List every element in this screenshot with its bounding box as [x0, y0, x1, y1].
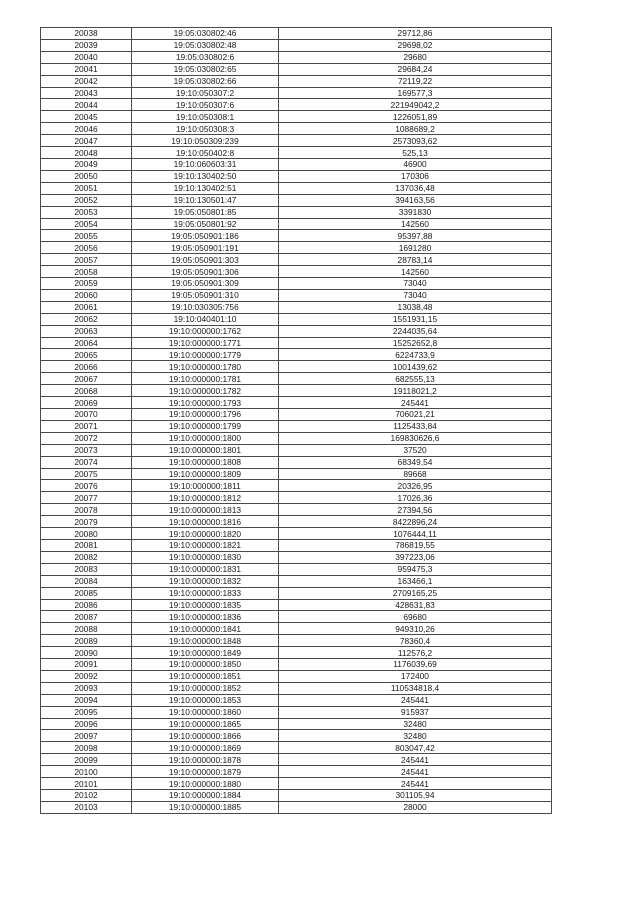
table-row [41, 289, 552, 301]
row-number-cell: 20041 [41, 63, 132, 75]
row-number-cell: 20075 [41, 468, 132, 480]
table-row [41, 492, 552, 504]
value-cell: 20326,95 [279, 480, 552, 492]
cadastral-number-cell: 19:10:050402:8 [132, 147, 279, 159]
value-cell: 394163,56 [279, 194, 552, 206]
row-number-cell: 20083 [41, 563, 132, 575]
row-number-cell: 20047 [41, 135, 132, 147]
value-cell: 170306 [279, 170, 552, 182]
table-row [41, 254, 552, 266]
cadastral-number-cell: 19:10:000000:1833 [132, 587, 279, 599]
row-number-cell: 20043 [41, 87, 132, 99]
table-row [41, 111, 552, 123]
row-number-cell: 20058 [41, 266, 132, 278]
cadastral-number-cell: 19:10:000000:1796 [132, 409, 279, 421]
cadastral-number-cell: 19:10:060603:31 [132, 158, 279, 170]
table-row [41, 266, 552, 278]
cadastral-number-cell: 19:10:000000:1880 [132, 778, 279, 790]
cadastral-number-cell: 19:05:030802:66 [132, 75, 279, 87]
value-cell: 78360,4 [279, 635, 552, 647]
value-cell: 19118021,2 [279, 385, 552, 397]
value-cell: 163466,1 [279, 575, 552, 587]
row-number-cell: 20059 [41, 278, 132, 290]
table-row [41, 635, 552, 647]
table-row [41, 28, 552, 40]
table-row [41, 801, 552, 813]
value-cell: 15252652,8 [279, 337, 552, 349]
value-cell: 245441 [279, 766, 552, 778]
cadastral-number-cell: 19:05:050801:85 [132, 206, 279, 218]
row-number-cell: 20055 [41, 230, 132, 242]
value-cell: 2709165,25 [279, 587, 552, 599]
value-cell: 29680 [279, 51, 552, 63]
cadastral-number-cell: 19:10:000000:1762 [132, 325, 279, 337]
row-number-cell: 20069 [41, 397, 132, 409]
value-cell: 72119,22 [279, 75, 552, 87]
table-row [41, 551, 552, 563]
value-cell: 89668 [279, 468, 552, 480]
table-row [41, 647, 552, 659]
row-number-cell: 20094 [41, 694, 132, 706]
row-number-cell: 20060 [41, 289, 132, 301]
row-number-cell: 20087 [41, 611, 132, 623]
cadastral-number-cell: 19:10:000000:1869 [132, 742, 279, 754]
row-number-cell: 20045 [41, 111, 132, 123]
value-cell: 525,13 [279, 147, 552, 159]
row-number-cell: 20051 [41, 182, 132, 194]
row-number-cell: 20053 [41, 206, 132, 218]
table-row [41, 278, 552, 290]
table-row [41, 754, 552, 766]
row-number-cell: 20076 [41, 480, 132, 492]
row-number-cell: 20044 [41, 99, 132, 111]
cadastral-number-cell: 19:10:000000:1780 [132, 361, 279, 373]
value-cell: 786819,55 [279, 539, 552, 551]
cadastral-number-cell: 19:10:000000:1885 [132, 801, 279, 813]
cadastral-number-cell: 19:10:000000:1793 [132, 397, 279, 409]
table-row [41, 182, 552, 194]
cadastral-number-cell: 19:10:000000:1848 [132, 635, 279, 647]
value-cell: 137036,48 [279, 182, 552, 194]
cadastral-number-cell: 19:10:000000:1851 [132, 670, 279, 682]
row-number-cell: 20046 [41, 123, 132, 135]
cadastral-number-cell: 19:10:000000:1835 [132, 599, 279, 611]
row-number-cell: 20056 [41, 242, 132, 254]
row-number-cell: 20098 [41, 742, 132, 754]
row-number-cell: 20067 [41, 373, 132, 385]
table-row [41, 528, 552, 540]
value-cell: 8422896,24 [279, 516, 552, 528]
cadastral-number-cell: 19:05:030802:6 [132, 51, 279, 63]
table-row [41, 587, 552, 599]
row-number-cell: 20089 [41, 635, 132, 647]
value-cell: 169577,3 [279, 87, 552, 99]
cadastral-number-cell: 19:10:000000:1801 [132, 444, 279, 456]
row-number-cell: 20071 [41, 420, 132, 432]
value-cell: 397223,06 [279, 551, 552, 563]
cadastral-number-cell: 19:10:050308:1 [132, 111, 279, 123]
cadastral-number-cell: 19:05:030802:48 [132, 39, 279, 51]
cadastral-number-cell: 19:10:000000:1820 [132, 528, 279, 540]
cadastral-number-cell: 19:05:050901:186 [132, 230, 279, 242]
cadastral-number-cell: 19:05:050901:309 [132, 278, 279, 290]
cadastral-number-cell: 19:10:130501:47 [132, 194, 279, 206]
table-row [41, 790, 552, 802]
value-cell: 959475,3 [279, 563, 552, 575]
row-number-cell: 20081 [41, 539, 132, 551]
value-cell: 142560 [279, 266, 552, 278]
row-number-cell: 20070 [41, 409, 132, 421]
table-row [41, 349, 552, 361]
table-body [41, 28, 552, 814]
value-cell: 1125433,84 [279, 420, 552, 432]
value-cell: 69680 [279, 611, 552, 623]
cadastral-number-cell: 19:10:000000:1830 [132, 551, 279, 563]
cadastral-number-cell: 19:10:050307:2 [132, 87, 279, 99]
cadastral-number-cell: 19:10:000000:1849 [132, 647, 279, 659]
value-cell: 915937 [279, 706, 552, 718]
value-cell: 13038,48 [279, 301, 552, 313]
table-row [41, 778, 552, 790]
value-cell: 29712,86 [279, 28, 552, 40]
cadastral-number-cell: 19:10:000000:1779 [132, 349, 279, 361]
value-cell: 301105,94 [279, 790, 552, 802]
cadastral-number-cell: 19:10:000000:1831 [132, 563, 279, 575]
row-number-cell: 20057 [41, 254, 132, 266]
table-row [41, 158, 552, 170]
row-number-cell: 20048 [41, 147, 132, 159]
row-number-cell: 20092 [41, 670, 132, 682]
value-cell: 73040 [279, 278, 552, 290]
table-row [41, 63, 552, 75]
table-row [41, 694, 552, 706]
table-row [41, 170, 552, 182]
cadastral-number-cell: 19:10:000000:1812 [132, 492, 279, 504]
cadastral-number-cell: 19:10:000000:1884 [132, 790, 279, 802]
value-cell: 37520 [279, 444, 552, 456]
row-number-cell: 20091 [41, 659, 132, 671]
row-number-cell: 20061 [41, 301, 132, 313]
row-number-cell: 20082 [41, 551, 132, 563]
table-row [41, 75, 552, 87]
value-cell: 1076444,11 [279, 528, 552, 540]
value-cell: 29684,24 [279, 63, 552, 75]
value-cell: 27394,56 [279, 504, 552, 516]
table-row [41, 456, 552, 468]
value-cell: 2244035,64 [279, 325, 552, 337]
row-number-cell: 20102 [41, 790, 132, 802]
row-number-cell: 20039 [41, 39, 132, 51]
row-number-cell: 20088 [41, 623, 132, 635]
cadastral-number-cell: 19:10:000000:1800 [132, 432, 279, 444]
table-row [41, 230, 552, 242]
row-number-cell: 20072 [41, 432, 132, 444]
table-row [41, 718, 552, 730]
row-number-cell: 20100 [41, 766, 132, 778]
value-cell: 1176039,69 [279, 659, 552, 671]
cadastral-number-cell: 19:10:000000:1809 [132, 468, 279, 480]
row-number-cell: 20038 [41, 28, 132, 40]
cadastral-number-cell: 19:10:030305:756 [132, 301, 279, 313]
table-row [41, 385, 552, 397]
value-cell: 1001439,62 [279, 361, 552, 373]
cadastral-number-cell: 19:10:050309:239 [132, 135, 279, 147]
table-row [41, 147, 552, 159]
value-cell: 1551931,15 [279, 313, 552, 325]
cadastral-number-cell: 19:05:050801:92 [132, 218, 279, 230]
value-cell: 95397,88 [279, 230, 552, 242]
value-cell: 28783,14 [279, 254, 552, 266]
cadastral-number-cell: 19:10:000000:1841 [132, 623, 279, 635]
table-row [41, 206, 552, 218]
cadastral-number-cell: 19:10:000000:1879 [132, 766, 279, 778]
cadastral-number-cell: 19:10:000000:1821 [132, 539, 279, 551]
row-number-cell: 20049 [41, 158, 132, 170]
table-row [41, 432, 552, 444]
cadastral-number-cell: 19:10:000000:1808 [132, 456, 279, 468]
table-row [41, 361, 552, 373]
row-number-cell: 20063 [41, 325, 132, 337]
table-row [41, 659, 552, 671]
row-number-cell: 20050 [41, 170, 132, 182]
value-cell: 29698,02 [279, 39, 552, 51]
row-number-cell: 20085 [41, 587, 132, 599]
row-number-cell: 20074 [41, 456, 132, 468]
table-row [41, 682, 552, 694]
table-row [41, 51, 552, 63]
row-number-cell: 20103 [41, 801, 132, 813]
value-cell: 1226051,89 [279, 111, 552, 123]
cadastral-number-cell: 19:10:000000:1850 [132, 659, 279, 671]
cadastral-number-cell: 19:10:000000:1866 [132, 730, 279, 742]
value-cell: 110534818,4 [279, 682, 552, 694]
row-number-cell: 20080 [41, 528, 132, 540]
row-number-cell: 20062 [41, 313, 132, 325]
table-row [41, 420, 552, 432]
cadastral-number-cell: 19:10:000000:1865 [132, 718, 279, 730]
row-number-cell: 20090 [41, 647, 132, 659]
cadastral-number-cell: 19:05:030802:46 [132, 28, 279, 40]
table-row [41, 468, 552, 480]
table-row [41, 599, 552, 611]
value-cell: 142560 [279, 218, 552, 230]
row-number-cell: 20052 [41, 194, 132, 206]
table-row [41, 39, 552, 51]
cadastral-number-cell: 19:05:030802:65 [132, 63, 279, 75]
value-cell: 3391830 [279, 206, 552, 218]
cadastral-number-cell: 19:10:130402:51 [132, 182, 279, 194]
value-cell: 245441 [279, 778, 552, 790]
value-cell: 221949042,2 [279, 99, 552, 111]
cadastral-number-cell: 19:05:050901:306 [132, 266, 279, 278]
value-cell: 112576,2 [279, 647, 552, 659]
cadastral-number-cell: 19:05:050901:303 [132, 254, 279, 266]
table-row [41, 135, 552, 147]
table-row [41, 444, 552, 456]
cadastral-number-cell: 19:10:000000:1811 [132, 480, 279, 492]
table-row [41, 742, 552, 754]
cadastral-number-cell: 19:05:050901:310 [132, 289, 279, 301]
value-cell: 68349,54 [279, 456, 552, 468]
table-row [41, 242, 552, 254]
table-row [41, 730, 552, 742]
table-row [41, 623, 552, 635]
row-number-cell: 20093 [41, 682, 132, 694]
value-cell: 46900 [279, 158, 552, 170]
value-cell: 682555,13 [279, 373, 552, 385]
cadastral-number-cell: 19:10:040401:10 [132, 313, 279, 325]
cadastral-number-cell: 19:10:050307:6 [132, 99, 279, 111]
table-row [41, 123, 552, 135]
row-number-cell: 20084 [41, 575, 132, 587]
row-number-cell: 20096 [41, 718, 132, 730]
value-cell: 949310,26 [279, 623, 552, 635]
value-cell: 706021,21 [279, 409, 552, 421]
table-row [41, 87, 552, 99]
row-number-cell: 20097 [41, 730, 132, 742]
value-cell: 32480 [279, 730, 552, 742]
table-row [41, 575, 552, 587]
value-cell: 73040 [279, 289, 552, 301]
row-number-cell: 20101 [41, 778, 132, 790]
row-number-cell: 20065 [41, 349, 132, 361]
table-row [41, 337, 552, 349]
row-number-cell: 20066 [41, 361, 132, 373]
cadastral-number-cell: 19:10:000000:1852 [132, 682, 279, 694]
cadastral-number-cell: 19:10:000000:1853 [132, 694, 279, 706]
table-row [41, 397, 552, 409]
row-number-cell: 20086 [41, 599, 132, 611]
table-row [41, 706, 552, 718]
cadastral-number-cell: 19:10:130402:50 [132, 170, 279, 182]
row-number-cell: 20040 [41, 51, 132, 63]
cadastral-number-cell: 19:10:000000:1836 [132, 611, 279, 623]
cadastral-number-cell: 19:10:000000:1832 [132, 575, 279, 587]
table-row [41, 766, 552, 778]
table-row [41, 504, 552, 516]
value-cell: 172400 [279, 670, 552, 682]
row-number-cell: 20079 [41, 516, 132, 528]
value-cell: 803047,42 [279, 742, 552, 754]
value-cell: 6224733,9 [279, 349, 552, 361]
cadastral-number-cell: 19:10:000000:1860 [132, 706, 279, 718]
table-row [41, 539, 552, 551]
table-row [41, 670, 552, 682]
value-cell: 17026,36 [279, 492, 552, 504]
value-cell: 245441 [279, 754, 552, 766]
value-cell: 28000 [279, 801, 552, 813]
row-number-cell: 20064 [41, 337, 132, 349]
row-number-cell: 20042 [41, 75, 132, 87]
value-cell: 245441 [279, 397, 552, 409]
row-number-cell: 20078 [41, 504, 132, 516]
table-row [41, 563, 552, 575]
row-number-cell: 20095 [41, 706, 132, 718]
cadastral-value-table [40, 27, 552, 814]
value-cell: 2573093,62 [279, 135, 552, 147]
row-number-cell: 20054 [41, 218, 132, 230]
value-cell: 169830626,6 [279, 432, 552, 444]
table-row [41, 194, 552, 206]
row-number-cell: 20073 [41, 444, 132, 456]
cadastral-number-cell: 19:10:000000:1878 [132, 754, 279, 766]
table-row [41, 218, 552, 230]
row-number-cell: 20068 [41, 385, 132, 397]
table-row [41, 373, 552, 385]
cadastral-number-cell: 19:10:000000:1816 [132, 516, 279, 528]
table-row [41, 325, 552, 337]
table-row [41, 480, 552, 492]
row-number-cell: 20077 [41, 492, 132, 504]
cadastral-number-cell: 19:10:000000:1781 [132, 373, 279, 385]
cadastral-number-cell: 19:10:000000:1799 [132, 420, 279, 432]
cadastral-number-cell: 19:10:000000:1771 [132, 337, 279, 349]
table-row [41, 313, 552, 325]
cadastral-number-cell: 19:05:050901:191 [132, 242, 279, 254]
table-row [41, 301, 552, 313]
table-row [41, 611, 552, 623]
value-cell: 1088689,2 [279, 123, 552, 135]
cadastral-number-cell: 19:10:000000:1813 [132, 504, 279, 516]
value-cell: 1691280 [279, 242, 552, 254]
cadastral-number-cell: 19:10:050308:3 [132, 123, 279, 135]
table-row [41, 99, 552, 111]
cadastral-number-cell: 19:10:000000:1782 [132, 385, 279, 397]
row-number-cell: 20099 [41, 754, 132, 766]
table-row [41, 516, 552, 528]
value-cell: 32480 [279, 718, 552, 730]
value-cell: 245441 [279, 694, 552, 706]
table-row [41, 409, 552, 421]
value-cell: 428631,83 [279, 599, 552, 611]
